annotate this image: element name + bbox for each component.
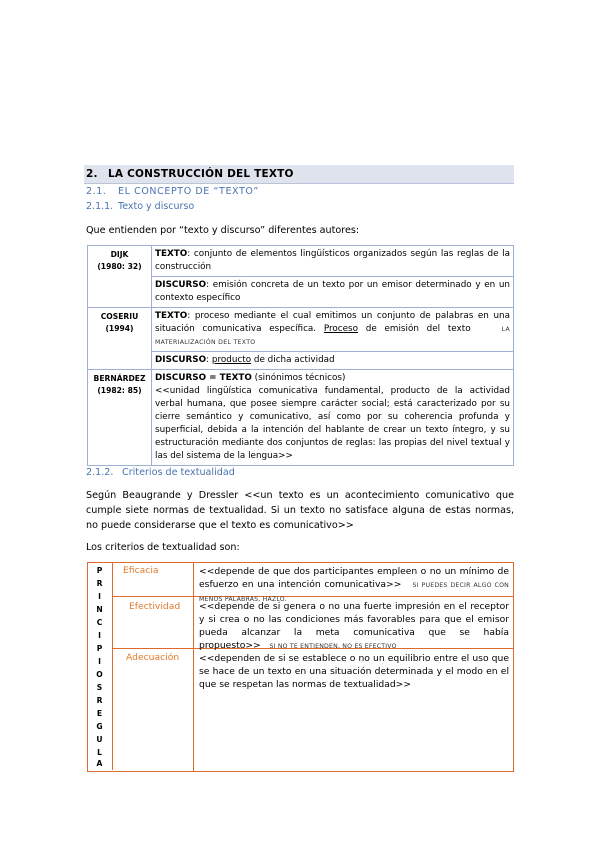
- vertical-letter: I: [98, 592, 101, 601]
- vertical-letter: C: [96, 618, 103, 627]
- subsubsection-number: 2.1.2.: [86, 467, 114, 478]
- term-label: DISCURSO: [155, 355, 207, 365]
- table-row: [88, 308, 514, 352]
- vertical-letter: A: [96, 759, 103, 768]
- author-year: (1994): [105, 324, 134, 333]
- vertical-letter: G: [96, 722, 103, 731]
- section-heading: [84, 165, 514, 184]
- definition-cell: [152, 370, 514, 466]
- subsection-title: EL CONCEPTO DE “TEXTO”: [118, 186, 259, 197]
- author-cell: [88, 308, 152, 370]
- column-divider: [193, 562, 194, 771]
- intro-text: Que entienden por “texto y discurso” diferentes autores:: [86, 225, 360, 236]
- author-year: (1980: 32): [97, 262, 142, 271]
- term-label: DISCURSO: [155, 280, 207, 290]
- table-row: [88, 277, 514, 308]
- author-name: DIJK: [110, 250, 129, 259]
- vertical-letter: N: [96, 605, 103, 614]
- definition-text: : proceso mediante el cual emitimos un conjunto de palabras en una situación comunicativa específica.: [155, 311, 510, 334]
- author-name: BERNÁRDEZ: [93, 374, 146, 383]
- definition-cell: [152, 277, 514, 308]
- definition-text: <<dependen de si se establece o no un equilibrio entre el uso que se hace de un texto en una situación determinada y el modo en el que se respetan las normas de textualidad>>: [199, 653, 509, 690]
- vertical-letter: I: [98, 631, 101, 640]
- definition-text: de dicha actividad: [251, 355, 335, 365]
- term-label: DISCURSO = TEXTO: [155, 373, 252, 383]
- vertical-letter: S: [96, 683, 103, 692]
- author-cell: [88, 246, 152, 308]
- criterion-label: Adecuación: [126, 652, 180, 663]
- vertical-letter: U: [96, 735, 103, 744]
- vertical-letter: O: [96, 670, 103, 679]
- body-paragraph: Según Beaugrande y Dressler <<un texto es un acontecimiento comunicativo que cumple siete normas de textualidad. Si un texto no satisface alguna de estas normas, no puede considerarse que el texto es comunicativo>>: [86, 490, 514, 531]
- table-row: [88, 370, 514, 466]
- vertical-letter: P: [96, 566, 103, 575]
- definition-text: (sinónimos técnicos): [251, 373, 346, 383]
- authors-table: [87, 245, 514, 466]
- vertical-letter: P: [96, 644, 103, 653]
- criteria-table: [87, 562, 514, 772]
- margin-note: LA MATERIALIZACIÓN DEL TEXTO: [155, 326, 510, 346]
- vertical-letter: L: [97, 748, 102, 757]
- definition-quote: <<unidad lingüística comunicativa fundamental, producto de la actividad verbal humana, que posee siempre carácter social; está caracterizado por su cierre semántico y comunicativo, así como por su coherencia profunda y superficial, debida a la intención del hablante de crear un texto íntegro, y su estructuración mediante dos conjuntos de reglas: las propias del nivel textual y las del sistema de la lengua>>: [155, 386, 510, 461]
- margin-note: SI NO TE ENTIENDEN, NO ES EFECTIVO: [269, 643, 397, 650]
- table-row: [88, 246, 514, 277]
- term-label: TEXTO: [155, 249, 188, 259]
- criteria-intro: Los criterios de textualidad son:: [86, 542, 240, 553]
- definition-cell: [152, 308, 514, 352]
- vertical-letter: I: [98, 657, 101, 666]
- margin-note: SI PUEDES DECIR ALGO CON MENOS PALABRAS, HAZLO.: [199, 582, 509, 603]
- underlined-term: producto: [211, 355, 252, 365]
- criterion-definition: [199, 600, 509, 653]
- underlined-term: Proceso: [323, 324, 359, 334]
- term-label: TEXTO: [155, 311, 188, 321]
- subsection-number: 2.1.: [86, 186, 107, 197]
- vertical-letter: R: [96, 579, 103, 588]
- author-name: COSERIU: [100, 312, 139, 321]
- definition-cell: [152, 352, 514, 370]
- subsubsection-title: Criterios de textualidad: [122, 467, 235, 478]
- definition-text: de emisión del texto: [358, 324, 471, 334]
- vertical-letter: R: [96, 696, 103, 705]
- criterion-label: Efectividad: [129, 601, 181, 612]
- definition-cell: [152, 246, 514, 277]
- definition-text: <<depende de si genera o no una fuerte impresión en el receptor y si crea o no las condiciones más favorables para que el emisor pueda alcanzar la meta comunicativa que se había propuesto>>: [199, 601, 509, 651]
- section-number: 2.: [86, 168, 98, 180]
- definition-text: <<depende de que dos participantes empleen o no un mínimo de esfuerzo en una intención comunicativa>>: [199, 566, 509, 590]
- definition-text: : emisión concreta de un texto por un emisor determinado y en un contexto específico: [155, 280, 510, 303]
- vertical-letter: E: [96, 709, 103, 718]
- definition-text: : conjunto de elementos lingüísticos organizados según las reglas de la construcción: [155, 249, 510, 272]
- section-title: LA CONSTRUCCIÓN DEL TEXTO: [108, 168, 294, 180]
- subsection-heading: [86, 186, 259, 197]
- author-year: (1982: 85): [97, 386, 142, 395]
- criterion-definition: [199, 652, 509, 691]
- subsubsection-heading: [86, 467, 235, 478]
- author-cell: [88, 370, 152, 466]
- criterion-label: Eficacia: [123, 565, 159, 576]
- vertical-label-column: [87, 562, 113, 770]
- definition-text: :: [206, 355, 212, 365]
- subsubsection-heading: [86, 201, 194, 212]
- table-row: [88, 352, 514, 370]
- subsubsection-title: Texto y discurso: [118, 201, 195, 212]
- subsubsection-number: 2.1.1.: [86, 201, 114, 212]
